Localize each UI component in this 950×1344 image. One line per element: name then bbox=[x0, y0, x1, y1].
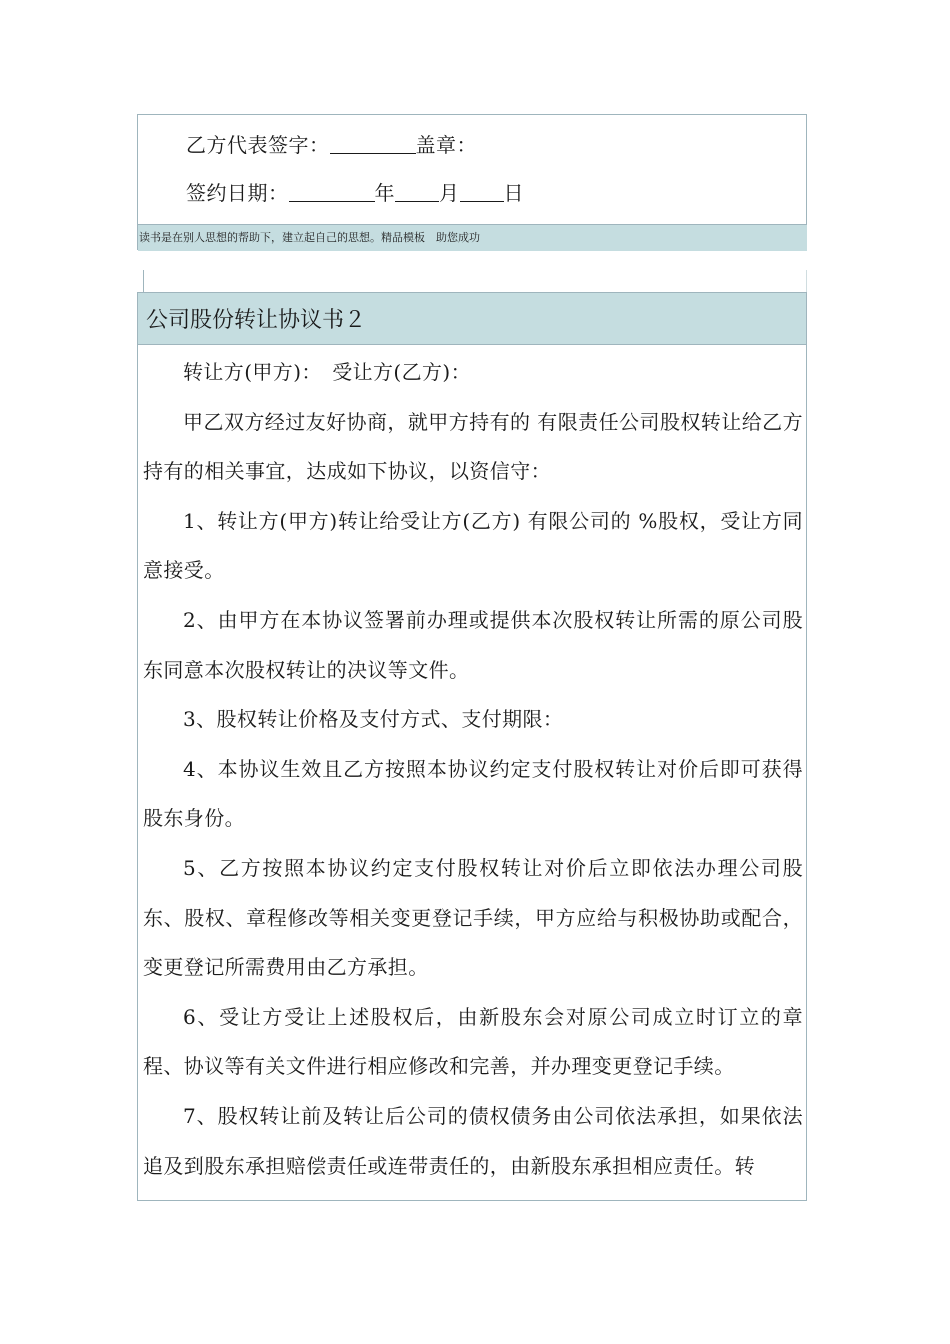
signature-blank bbox=[330, 135, 416, 154]
day-label: 日 bbox=[503, 181, 524, 205]
seal-label: 盖章： bbox=[415, 133, 477, 157]
sign-date-line bbox=[186, 177, 524, 206]
preamble-paragraph: 甲乙双方经过友好协商，就甲方持有的 有限责任公司股权转让给乙方持有的相关事宜，达成如下协议，以资信守： bbox=[143, 409, 803, 484]
document-title: 公司股份转让协议书２ bbox=[146, 308, 367, 333]
rep-sign-label: 乙方代表签字： bbox=[186, 133, 330, 157]
date-label: 签约日期： bbox=[186, 181, 289, 205]
month-label: 月 bbox=[439, 181, 460, 205]
signature-section bbox=[137, 114, 807, 250]
clause-7: 7、股权转让前及转让后公司的债权债务由公司依法承担，如果依法追及到股东承担赔偿责任或连带责任的，由新股东承担相应责任。转 bbox=[143, 1103, 803, 1178]
agreement-body bbox=[143, 348, 803, 1191]
clause-1: 1、转让方(甲方)转让给受让方(乙方) 有限公司的 %股权，受让方同意接受。 bbox=[143, 508, 803, 583]
page-divider-left bbox=[143, 270, 144, 292]
rep-signature-line bbox=[186, 129, 477, 158]
clause-6: 6、受让方受让上述股权后，由新股东会对原公司成立时订立的章程、协议等有关文件进行相应修改和完善，并办理变更登记手续。 bbox=[143, 1004, 803, 1079]
clause-5: 5、乙方按照本协议约定支付股权转让对价后立即依法办理公司股东、股权、章程修改等相关变更登记手续，甲方应给与积极协助或配合，变更登记所需费用由乙方承担。 bbox=[143, 855, 803, 980]
clause-2: 2、由甲方在本协议签署前办理或提供本次股权转让所需的原公司股东同意本次股权转让的决议等文件。 bbox=[143, 607, 803, 682]
title-bar bbox=[138, 293, 806, 345]
parties-line: 转让方(甲方)： 受让方(乙方)： bbox=[183, 360, 472, 384]
clause-3: 3、股权转让价格及支付方式、支付期限： bbox=[183, 707, 564, 732]
year-label: 年 bbox=[374, 181, 395, 205]
year-blank bbox=[289, 183, 375, 202]
day-blank bbox=[460, 183, 504, 202]
page-divider-right bbox=[806, 270, 807, 292]
footer-banner: 读书是在别人思想的帮助下，建立起自己的思想。精品模板 助您成功 bbox=[138, 224, 807, 251]
month-blank bbox=[395, 183, 439, 202]
clause-4: 4、本协议生效且乙方按照本协议约定支付股权转让对价后即可获得股东身份。 bbox=[143, 756, 803, 831]
agreement-section bbox=[137, 292, 807, 1201]
